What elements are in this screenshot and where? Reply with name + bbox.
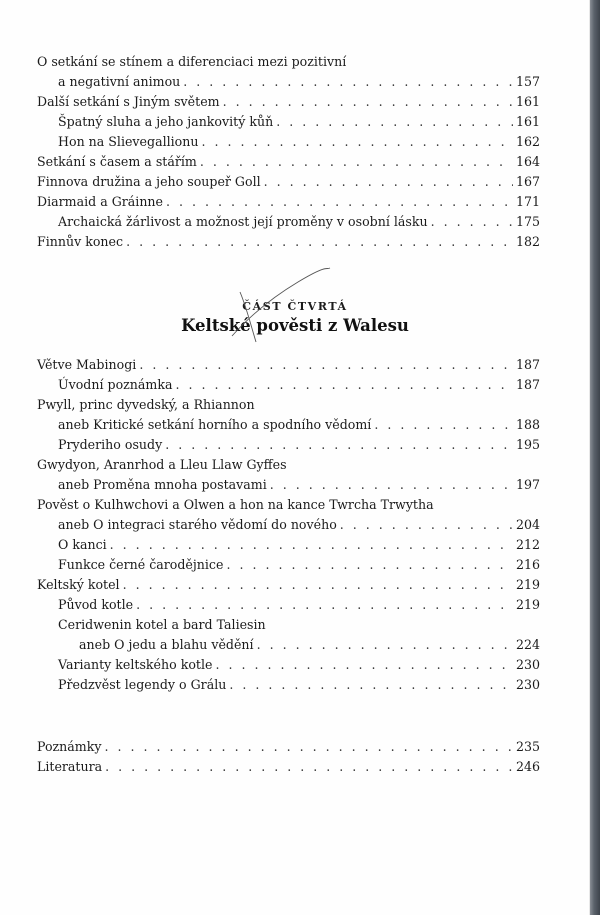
toc-entry-title: Diarmaid a Gráinne [37, 194, 163, 209]
dot-leader [374, 415, 513, 435]
dot-leader [270, 475, 513, 495]
toc-entry-page-number: 157 [515, 74, 540, 89]
toc-entry-page-number: 171 [515, 194, 540, 209]
toc-entry-title: Špatný sluha a jeho jankovitý kůň [58, 114, 274, 129]
toc-entry [37, 435, 540, 455]
toc-entry-page-number: 212 [515, 537, 540, 552]
toc-entry-page-number: 187 [515, 357, 540, 372]
toc-entry-title: aneb O jedu a blahu vědění [79, 637, 254, 652]
toc-entry [37, 737, 540, 757]
toc-entry-page-number: 224 [515, 637, 540, 652]
toc-entry-title: Hon na Slievegallionu [58, 134, 199, 149]
dot-leader [340, 515, 513, 535]
page-edge-shadow [590, 0, 600, 915]
toc-section-bottom [37, 737, 540, 777]
toc-entry [37, 355, 540, 375]
toc-entry [37, 655, 540, 675]
toc-entry-title: Varianty keltského kotle [58, 657, 213, 672]
toc-entry-page-number: 235 [515, 739, 540, 754]
dot-leader [123, 575, 513, 595]
part-label: ČÁST ČTVRTÁ [242, 300, 348, 313]
toc-entry-page-number: 161 [515, 94, 540, 109]
toc-entry [37, 757, 540, 777]
dot-leader [226, 555, 513, 575]
toc-entry-title: Pryderiho osudy [58, 437, 163, 452]
toc-entry [37, 415, 540, 435]
toc-entry [37, 635, 540, 655]
part-title: Keltské pověsti z Walesu [181, 316, 409, 335]
toc-entry-page-number: 197 [515, 477, 540, 492]
toc-entry-page-number: 230 [515, 677, 540, 692]
toc-entry-page-number: 188 [515, 417, 540, 432]
toc-entry [37, 495, 540, 515]
toc-entry [37, 375, 540, 395]
toc-entry-title: aneb Proměna mnoha postavami [58, 477, 267, 492]
toc-entry-title: Větve Mabinogi [37, 357, 137, 372]
toc-entry-page-number: 161 [515, 114, 540, 129]
toc-entry-page-number: 219 [515, 597, 540, 612]
toc-entry [37, 395, 540, 415]
toc-entry-title: Archaická žárlivost a možnost její proměny v osobní lásku [58, 214, 428, 229]
toc-entry-title: Finnova družina a jeho soupeř Goll [37, 174, 261, 189]
toc-entry [37, 675, 540, 695]
toc-entry [37, 555, 540, 575]
toc-entry-title: O kanci [58, 537, 107, 552]
toc-entry-page-number: 187 [515, 377, 540, 392]
toc-entry-page-number: 175 [515, 214, 540, 229]
toc-entry-title: aneb O integraci starého vědomí do nového [58, 517, 337, 532]
toc-entry [37, 475, 540, 495]
dot-leader [105, 737, 513, 757]
toc-entry-page-number: 246 [515, 759, 540, 774]
dot-leader [110, 535, 513, 555]
toc-entry-title: Pwyll, princ dyvedský, a Rhiannon [37, 397, 255, 412]
toc-entry [37, 615, 540, 635]
dot-leader [257, 635, 513, 655]
toc-entry [37, 575, 540, 595]
toc-entry [37, 455, 540, 475]
toc-entry-page-number: 162 [515, 134, 540, 149]
toc-entry-title: Původ kotle [58, 597, 134, 612]
dot-leader [176, 375, 513, 395]
toc-entry-page-number: 164 [515, 154, 540, 169]
toc-entry-title: Předzvěst legendy o Grálu [58, 677, 227, 692]
toc-entry-title: Funkce černé čarodějnice [58, 557, 224, 572]
toc-entry-title: Finnův konec [37, 234, 124, 249]
toc-entry-title: aneb Kritické setkání horního a spodního vědomí [58, 417, 372, 432]
toc-entry [37, 515, 540, 535]
dot-leader [215, 655, 512, 675]
toc-entry-title: Pověst o Kulhwchovi a Olwen a hon na kance Twrcha Trwytha [37, 497, 434, 512]
toc-entry-page-number: 230 [515, 657, 540, 672]
toc-entry-title: a negativní animou [58, 74, 181, 89]
dot-leader [139, 355, 513, 375]
toc-entry-title: O setkání se stínem a diferenciaci mezi pozitivní [37, 54, 347, 69]
toc-section-middle [37, 355, 540, 695]
dot-leader [229, 675, 513, 695]
toc-entry-page-number: 216 [515, 557, 540, 572]
toc-entry-title: Keltský kotel [37, 577, 120, 592]
toc-entry [37, 535, 540, 555]
toc-entry-title: Úvodní poznámka [58, 377, 173, 392]
toc-entry-title: Literatura [37, 759, 103, 774]
toc-entry-title: Ceridwenin kotel a bard Taliesin [58, 617, 266, 632]
toc-entry-page-number: 204 [515, 517, 540, 532]
toc-entry-page-number: 167 [515, 174, 540, 189]
toc-entry-page-number: 182 [515, 234, 540, 249]
toc-entry-title: Gwydyon, Aranrhod a Lleu Llaw Gyffes [37, 457, 287, 472]
dot-leader [136, 595, 513, 615]
toc-entry-page-number: 219 [515, 577, 540, 592]
dot-leader [165, 435, 513, 455]
dot-leader [105, 757, 513, 777]
toc-entry-page-number: 195 [515, 437, 540, 452]
toc-entry [37, 595, 540, 615]
toc-entry-title: Poznámky [37, 739, 102, 754]
toc-entry-title: Setkání s časem a stářím [37, 154, 197, 169]
toc-entry-title: Další setkání s Jiným světem [37, 94, 220, 109]
